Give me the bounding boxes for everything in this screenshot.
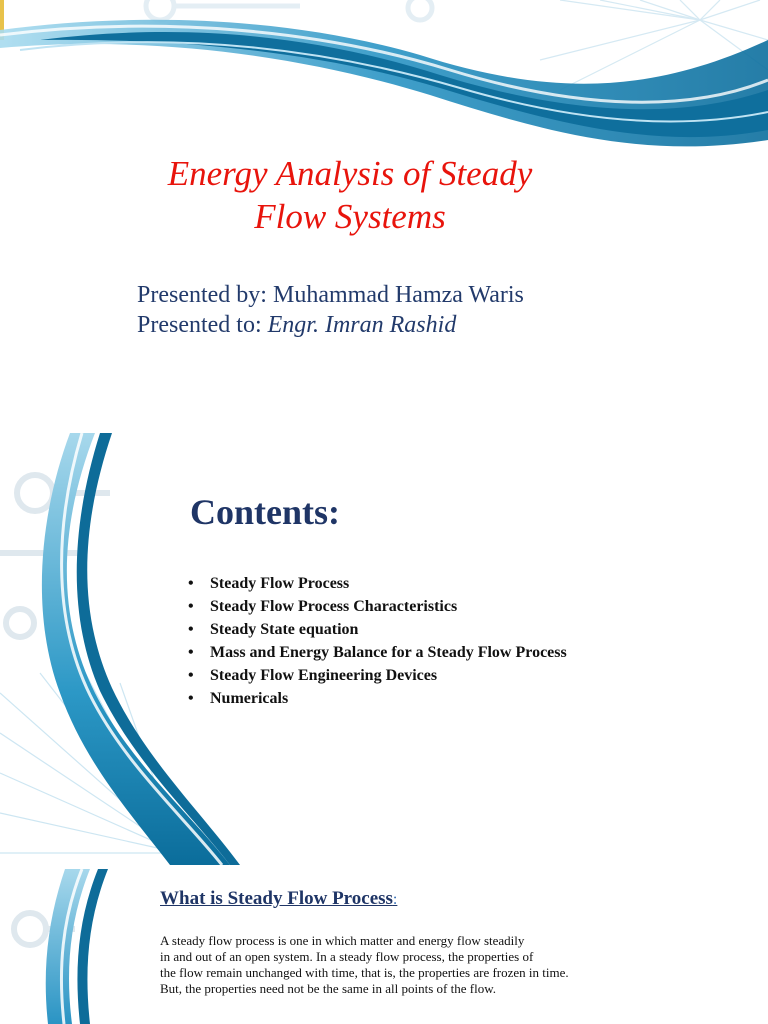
bullet-icon: •	[188, 575, 194, 592]
list-item	[188, 687, 567, 710]
section-heading-colon: :	[392, 891, 398, 908]
list-item	[188, 595, 567, 618]
presented-to-line	[137, 310, 456, 340]
list-item	[188, 664, 567, 687]
definition-paragraph	[160, 933, 700, 997]
list-item-text: Steady Flow Process	[210, 575, 350, 592]
list-item	[188, 641, 567, 664]
title-slide	[0, 0, 768, 430]
bullet-icon: •	[188, 598, 194, 615]
slide-title	[0, 152, 700, 238]
section-heading-text: What is Steady Flow Process	[160, 888, 393, 909]
presented-to-name: Engr. Imran Rashid	[267, 312, 457, 338]
bullet-icon: •	[188, 621, 194, 638]
presented-by-label: Presented by:	[137, 282, 267, 308]
list-item-text: Steady State equation	[210, 621, 359, 638]
list-item	[188, 618, 567, 641]
title-line-1: Energy Analysis of Steady	[167, 154, 533, 193]
paragraph-line: in and out of an open system. In a steady flow process, the properties of	[160, 949, 534, 964]
presented-by-name: Muhammad Hamza Waris	[272, 282, 524, 308]
list-item-text: Mass and Energy Balance for a Steady Flow Process	[210, 644, 567, 661]
list-item	[188, 572, 567, 595]
paragraph-line: the flow remain unchanged with time, that is, the properties are frozen in time.	[160, 965, 569, 980]
title-line-2: Flow Systems	[254, 197, 446, 236]
paragraph-line: A steady flow process is one in which matter and energy flow steadily	[160, 933, 525, 948]
bullet-icon: •	[188, 644, 194, 661]
circuit-decoration	[146, 0, 432, 20]
contents-slide	[0, 433, 768, 865]
list-item-text: Steady Flow Process Characteristics	[210, 598, 458, 615]
list-item-text: Steady Flow Engineering Devices	[210, 667, 438, 684]
bullet-icon: •	[188, 667, 194, 684]
paragraph-line: But, the properties need not be the same in all points of the flow.	[160, 981, 496, 996]
section-heading	[160, 886, 397, 913]
list-item-text: Numericals	[210, 690, 289, 707]
presented-to-label: Presented to:	[137, 312, 262, 338]
contents-list	[188, 572, 567, 710]
bullet-icon: •	[188, 690, 194, 707]
steady-flow-slide	[0, 869, 768, 1024]
presented-by-line	[137, 280, 524, 310]
contents-heading: Contents:	[190, 492, 340, 532]
